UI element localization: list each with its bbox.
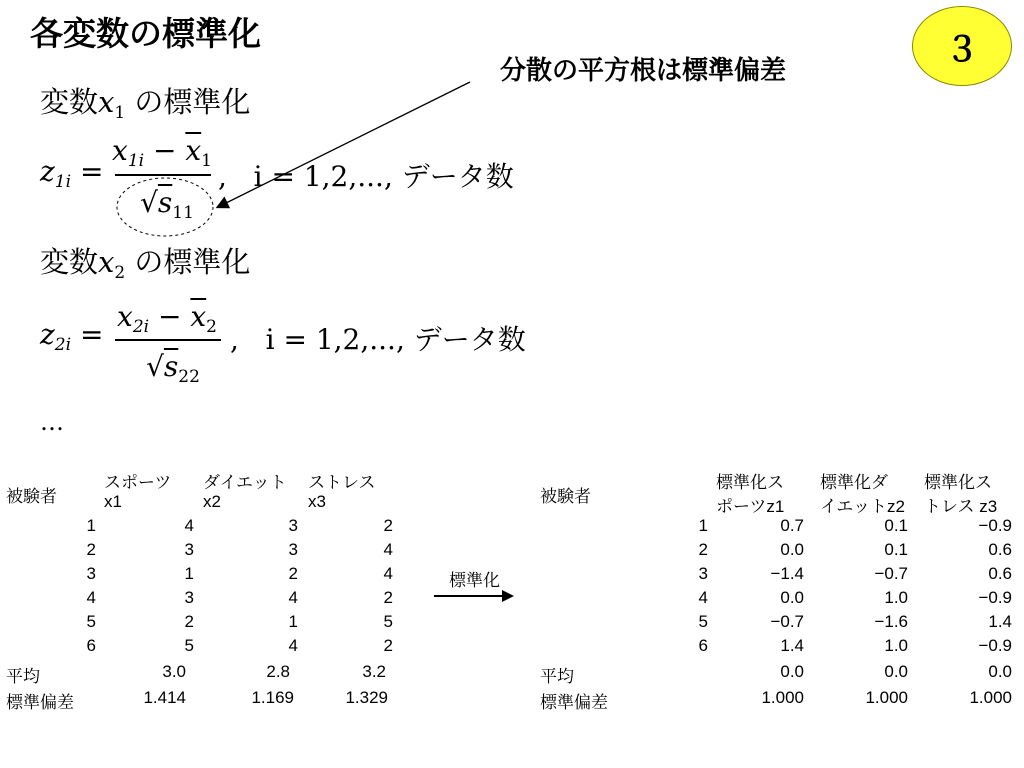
column-header: ストレス (308, 473, 376, 492)
sd-value: 1.000 (761, 688, 804, 707)
table-cell: −0.9 (978, 588, 1012, 607)
column-header: 標準化ダ (820, 473, 888, 492)
table-cell: 1.0 (884, 588, 908, 607)
table-cell: 1 (698, 516, 708, 535)
formula2-tail: , i = 1,2,..., データ数 (230, 323, 526, 356)
table-cell: 1.4 (780, 636, 804, 655)
mean-label: 平均 (540, 667, 574, 686)
table-cell: 3 (288, 540, 298, 559)
column-header: 標準化ス (716, 473, 784, 492)
table-cell: 0.1 (884, 516, 908, 535)
formula2-denominator: $√s_{22}$ (146, 350, 200, 387)
table-cell: 1.4 (988, 612, 1012, 631)
mean-label: 平均 (6, 667, 40, 686)
table-cell: 1.0 (884, 636, 908, 655)
annotation-text: 分散の平方根は標準偏差 (500, 56, 787, 86)
column-header: スポーツ (104, 473, 172, 492)
subject-header: 被験者 (6, 487, 57, 506)
table-cell: 2 (383, 588, 393, 607)
sd-value: 1.169 (251, 688, 294, 707)
column-header: 標準化ス (924, 473, 992, 492)
table-cell: 5 (184, 636, 194, 655)
table-cell: 5 (86, 612, 96, 631)
formula2-lhs: $z_{2i}$ = (40, 318, 104, 355)
table-cell: 2 (184, 612, 194, 631)
formula1-lhs: $z_{1i}$ = (40, 155, 104, 192)
table-cell: 5 (383, 612, 393, 631)
table-cell: 0.0 (780, 540, 804, 559)
table-cell: 4 (698, 588, 708, 607)
column-header: イエットz2 (820, 497, 905, 516)
formula2-heading-suffix: の標準化 (134, 245, 251, 279)
table-cell: 0.6 (988, 540, 1012, 559)
formula1-denominator: $√s_{11}$ (140, 186, 194, 223)
table-cell: 2 (698, 540, 708, 559)
sd-value: 1.000 (969, 688, 1012, 707)
sd-label: 標準偏差 (540, 693, 608, 712)
mean-value: 0.0 (988, 662, 1012, 681)
formula1-fraction-bar (115, 174, 211, 176)
table-cell: −0.9 (978, 516, 1012, 535)
sd-value: 1.000 (865, 688, 908, 707)
formula2-var-sub: 2 (114, 263, 126, 283)
table-cell: 6 (698, 636, 708, 655)
table-cell: 0.7 (780, 516, 804, 535)
table-cell: 1 (184, 564, 194, 583)
formula2-heading (40, 240, 250, 283)
table-cell: 3 (184, 588, 194, 607)
table-cell: 3 (86, 564, 96, 583)
formula1-heading (40, 80, 250, 123)
standardize-label: 標準化 (449, 571, 500, 590)
table-cell: 2 (383, 636, 393, 655)
mean-value: 0.0 (780, 662, 804, 681)
table-cell: 0.6 (988, 564, 1012, 583)
table-cell: 4 (184, 516, 194, 535)
table-cell: 2 (383, 516, 393, 535)
table-cell: 3 (698, 564, 708, 583)
sd-value: 1.329 (345, 688, 388, 707)
table-cell: 2 (86, 540, 96, 559)
slide-number: ３ (945, 29, 979, 70)
ellipsis: … (40, 408, 64, 436)
formula1-heading-prefix: 変数 (40, 85, 99, 119)
page-title: 各変数の標準化 (30, 14, 261, 53)
formula2-heading-prefix: 変数 (40, 245, 99, 279)
sd-label: 標準偏差 (6, 693, 74, 712)
column-header: x3 (308, 492, 326, 511)
column-header: x2 (203, 492, 221, 511)
formula1-numerator: $x_{1i} - \overline{x}_1$ (112, 134, 212, 171)
table-cell: 5 (698, 612, 708, 631)
table-cell: 4 (383, 540, 393, 559)
standardize-arrow (432, 586, 516, 606)
formula1-tail: , i = 1,2,..., データ数 (218, 160, 514, 193)
sd-value: 1.414 (143, 688, 186, 707)
formula2-var: x (98, 245, 115, 279)
table-cell: −0.7 (874, 564, 908, 583)
table-cell: 1 (288, 612, 298, 631)
column-header: ダイエット (203, 473, 287, 492)
table-cell: 0.1 (884, 540, 908, 559)
column-header: ポーツz1 (716, 497, 785, 516)
formula1-heading-suffix: の標準化 (134, 85, 251, 119)
table-cell: 4 (288, 636, 298, 655)
formula1-var: x (98, 85, 115, 119)
column-header: x1 (104, 492, 122, 511)
table-cell: 1 (86, 516, 96, 535)
table-cell: −1.4 (770, 564, 804, 583)
formula2-fraction-bar (115, 339, 221, 341)
subject-header: 被験者 (540, 487, 591, 506)
formula1-var-sub: 1 (114, 103, 126, 123)
mean-value: 2.8 (266, 662, 290, 681)
table-cell: 4 (86, 588, 96, 607)
table-cell: 2 (288, 564, 298, 583)
mean-value: 0.0 (884, 662, 908, 681)
table-cell: 3 (288, 516, 298, 535)
column-header: トレス z3 (924, 497, 998, 516)
table-cell: 6 (86, 636, 96, 655)
mean-value: 3.2 (362, 662, 386, 681)
table-cell: 3 (184, 540, 194, 559)
mean-value: 3.0 (162, 662, 186, 681)
table-cell: 4 (383, 564, 393, 583)
table-cell: 4 (288, 588, 298, 607)
formula2-numerator: $x_{2i} - \overline{x}_2$ (117, 300, 217, 337)
table-cell: 0.0 (780, 588, 804, 607)
table-cell: −0.7 (770, 612, 804, 631)
table-cell: −0.9 (978, 636, 1012, 655)
table-cell: −1.6 (874, 612, 908, 631)
